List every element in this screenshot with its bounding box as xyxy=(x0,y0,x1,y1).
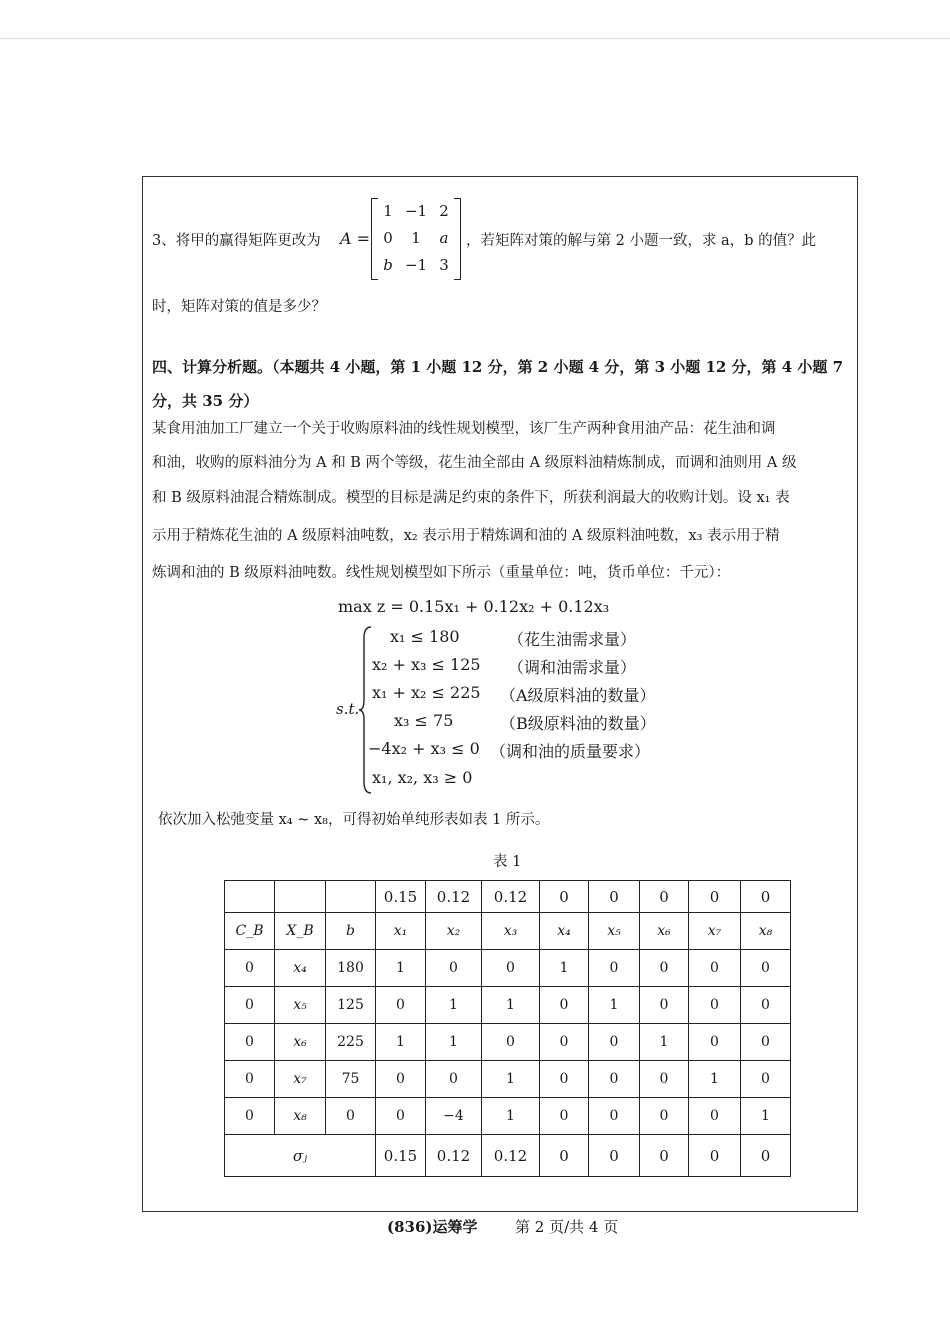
paragraph-line: 和 B 级原料油混合精炼制成。模型的目标是满足约束的条件下，所获利润最大的收购计划。设 x₁ 表 xyxy=(152,490,790,506)
table-cell: 1 xyxy=(482,1098,540,1135)
table-row xyxy=(225,1024,791,1061)
lp-brace xyxy=(358,626,372,794)
table-cell: 1 xyxy=(640,1024,689,1061)
paragraph-line: 某食用油加工厂建立一个关于收购原料油的线性规划模型，该厂生产两种食用油产品：花生油和调 xyxy=(152,421,776,437)
cost-cell: 0.12 xyxy=(426,881,482,913)
table-cell: 1 xyxy=(482,1061,540,1098)
table-cell: 0 xyxy=(482,950,540,987)
table-cell: x₄ xyxy=(275,950,326,987)
constraint-note: （花生油需求量） xyxy=(508,630,637,649)
table-cell: 0 xyxy=(589,1098,640,1135)
matrix-cell: 1 xyxy=(383,202,393,220)
header-cell: x₂ xyxy=(426,913,482,950)
table-cell: 0 xyxy=(225,1098,275,1135)
sigma-cell: 0.12 xyxy=(482,1135,540,1177)
q3-matrix xyxy=(371,198,461,280)
constraint-expr: x₁ ≤ 180 xyxy=(390,627,460,646)
table-cell: −4 xyxy=(426,1098,482,1135)
table-cell: 1 xyxy=(689,1061,741,1098)
table-cell: 0 xyxy=(426,950,482,987)
header-cell: x₁ xyxy=(376,913,426,950)
slack-text: 依次加入松弛变量 x₄ ~ x₈，可得初始单纯形表如表 1 所示。 xyxy=(158,812,550,828)
table-cell: 0 xyxy=(225,1024,275,1061)
table-cell: 0 xyxy=(640,1098,689,1135)
cost-cell: 0 xyxy=(741,881,791,913)
sigma-cell: 0.15 xyxy=(376,1135,426,1177)
paragraph-line: 炼调和油的 B 级原料油吨数。线性规划模型如下所示（重量单位：吨，货币单位：千元）： xyxy=(152,565,731,581)
section4-heading-line1: 四、计算分析题。（本题共 4 小题，第 1 小题 12 分，第 2 小题 4 分，第 3 小题 12 分，第 4 小题 7 xyxy=(152,358,844,376)
table-row xyxy=(225,987,791,1024)
table-cell: 0 xyxy=(225,950,275,987)
table-cell: 0 xyxy=(326,1098,376,1135)
table-cell: x₇ xyxy=(275,1061,326,1098)
table-cell: 0 xyxy=(640,950,689,987)
header-cell: x₈ xyxy=(741,913,791,950)
table-cell: 1 xyxy=(426,1024,482,1061)
sigma-cell: 0.12 xyxy=(426,1135,482,1177)
constraint-note: （调和油需求量） xyxy=(508,658,637,677)
constraint-note: （B级原料油的数量） xyxy=(500,714,656,733)
table-cell: 0 xyxy=(689,1098,741,1135)
header-cell: b xyxy=(326,913,376,950)
footer-course: (836)运筹学 xyxy=(387,1218,478,1236)
table-row xyxy=(225,950,791,987)
table-cell: 0 xyxy=(225,987,275,1024)
table-cell: 180 xyxy=(326,950,376,987)
sigma-cell: 0 xyxy=(741,1135,791,1177)
empty-cell xyxy=(326,881,376,913)
simplex-table xyxy=(224,880,791,1177)
table-cell: 75 xyxy=(326,1061,376,1098)
q3-line2: 时，矩阵对策的值是多少？ xyxy=(152,299,326,315)
table-cell: 1 xyxy=(376,1024,426,1061)
constraint-expr: x₁, x₂, x₃ ≥ 0 xyxy=(372,768,473,787)
table-cell: x₆ xyxy=(275,1024,326,1061)
matrix-cell: 3 xyxy=(439,256,449,274)
table-cell: 125 xyxy=(326,987,376,1024)
lp-st-label: s.t. xyxy=(336,700,360,718)
table-cell: 1 xyxy=(482,987,540,1024)
sigma-cell: 0 xyxy=(540,1135,589,1177)
matrix-cell: a xyxy=(439,229,449,247)
cost-cell: 0.12 xyxy=(482,881,540,913)
table-cell: 0 xyxy=(589,1024,640,1061)
sigma-row xyxy=(225,1135,791,1177)
table-cell: 0 xyxy=(640,987,689,1024)
q3-line1-before: 3、将甲的赢得矩阵更改为 xyxy=(152,233,321,249)
header-cell: x₆ xyxy=(640,913,689,950)
table-cell: 1 xyxy=(376,950,426,987)
table-cell: 225 xyxy=(326,1024,376,1061)
matrix-cell: 1 xyxy=(411,229,421,247)
matrix-cell: 2 xyxy=(439,202,449,220)
table-cell: 0 xyxy=(376,1061,426,1098)
header-row xyxy=(225,913,791,950)
paragraph-line: 和油，收购的原料油分为 A 和 B 两个等级，花生油全部由 A 级原料油精炼制成，而调和油则用 A 级 xyxy=(152,455,797,471)
table-cell: 0 xyxy=(741,1024,791,1061)
table-cell: 0 xyxy=(482,1024,540,1061)
table-cell: 0 xyxy=(589,950,640,987)
cost-cell: 0.15 xyxy=(376,881,426,913)
table-cell: 1 xyxy=(589,987,640,1024)
table-cell: 1 xyxy=(540,950,589,987)
table-cell: 0 xyxy=(589,1061,640,1098)
table-row xyxy=(225,1098,791,1135)
table-cell: 0 xyxy=(689,1024,741,1061)
table-cell: 0 xyxy=(540,1024,589,1061)
matrix-cell: 0 xyxy=(383,229,393,247)
table-cell: 0 xyxy=(225,1061,275,1098)
constraint-expr: x₁ + x₂ ≤ 225 xyxy=(372,683,481,702)
table-cell: x₈ xyxy=(275,1098,326,1135)
lp-objective: max z = 0.15x₁ + 0.12x₂ + 0.12x₃ xyxy=(338,597,610,616)
sigma-cell: 0 xyxy=(640,1135,689,1177)
constraint-expr: −4x₂ + x₃ ≤ 0 xyxy=(368,739,480,758)
matrix-cell: −1 xyxy=(404,202,428,220)
header-cell: C_B xyxy=(225,913,275,950)
table-cell: 0 xyxy=(741,1061,791,1098)
footer-page: 第 2 页/共 4 页 xyxy=(515,1218,619,1236)
table-cell: 0 xyxy=(376,1098,426,1135)
cost-row xyxy=(225,881,791,913)
empty-cell xyxy=(225,881,275,913)
table-cell: 0 xyxy=(689,950,741,987)
constraint-expr: x₃ ≤ 75 xyxy=(394,711,454,730)
table-cell: 1 xyxy=(741,1098,791,1135)
constraint-note: （调和油的质量要求） xyxy=(490,742,651,761)
sigma-cell: 0 xyxy=(689,1135,741,1177)
header-cell: x₅ xyxy=(589,913,640,950)
table-cell: 0 xyxy=(689,987,741,1024)
header-cell: X_B xyxy=(275,913,326,950)
header-cell: x₃ xyxy=(482,913,540,950)
header-cell: x₄ xyxy=(540,913,589,950)
table-cell: 0 xyxy=(741,950,791,987)
q3-line1-after: ，若矩阵对策的解与第 2 小题一致，求 a，b 的值？此 xyxy=(466,233,817,249)
cost-cell: 0 xyxy=(689,881,741,913)
empty-cell xyxy=(275,881,326,913)
table-cell: 0 xyxy=(426,1061,482,1098)
table-cell: 1 xyxy=(426,987,482,1024)
scan-top-line xyxy=(0,38,950,39)
header-cell: x₇ xyxy=(689,913,741,950)
q3-matrix-label: A = xyxy=(340,229,371,248)
sigma-cell: 0 xyxy=(589,1135,640,1177)
table-cell: x₅ xyxy=(275,987,326,1024)
table-cell: 0 xyxy=(376,987,426,1024)
cost-cell: 0 xyxy=(540,881,589,913)
sigma-label: σⱼ xyxy=(225,1135,376,1177)
matrix-cell: b xyxy=(383,256,393,274)
table-caption: 表 1 xyxy=(493,854,522,870)
matrix-cell: −1 xyxy=(404,256,428,274)
cost-cell: 0 xyxy=(640,881,689,913)
table-cell: 0 xyxy=(640,1061,689,1098)
section4-heading-line2: 分，共 35 分） xyxy=(152,392,259,410)
table-cell: 0 xyxy=(540,987,589,1024)
table-cell: 0 xyxy=(741,987,791,1024)
table-cell: 0 xyxy=(540,1098,589,1135)
table-row xyxy=(225,1061,791,1098)
table-cell: 0 xyxy=(540,1061,589,1098)
paragraph-line: 示用于精炼花生油的 A 级原料油吨数，x₂ 表示用于精炼调和油的 A 级原料油吨数，x₃ 表示用于精 xyxy=(152,528,780,544)
constraint-note: （A级原料油的数量） xyxy=(500,686,656,705)
cost-cell: 0 xyxy=(589,881,640,913)
constraint-expr: x₂ + x₃ ≤ 125 xyxy=(372,655,481,674)
